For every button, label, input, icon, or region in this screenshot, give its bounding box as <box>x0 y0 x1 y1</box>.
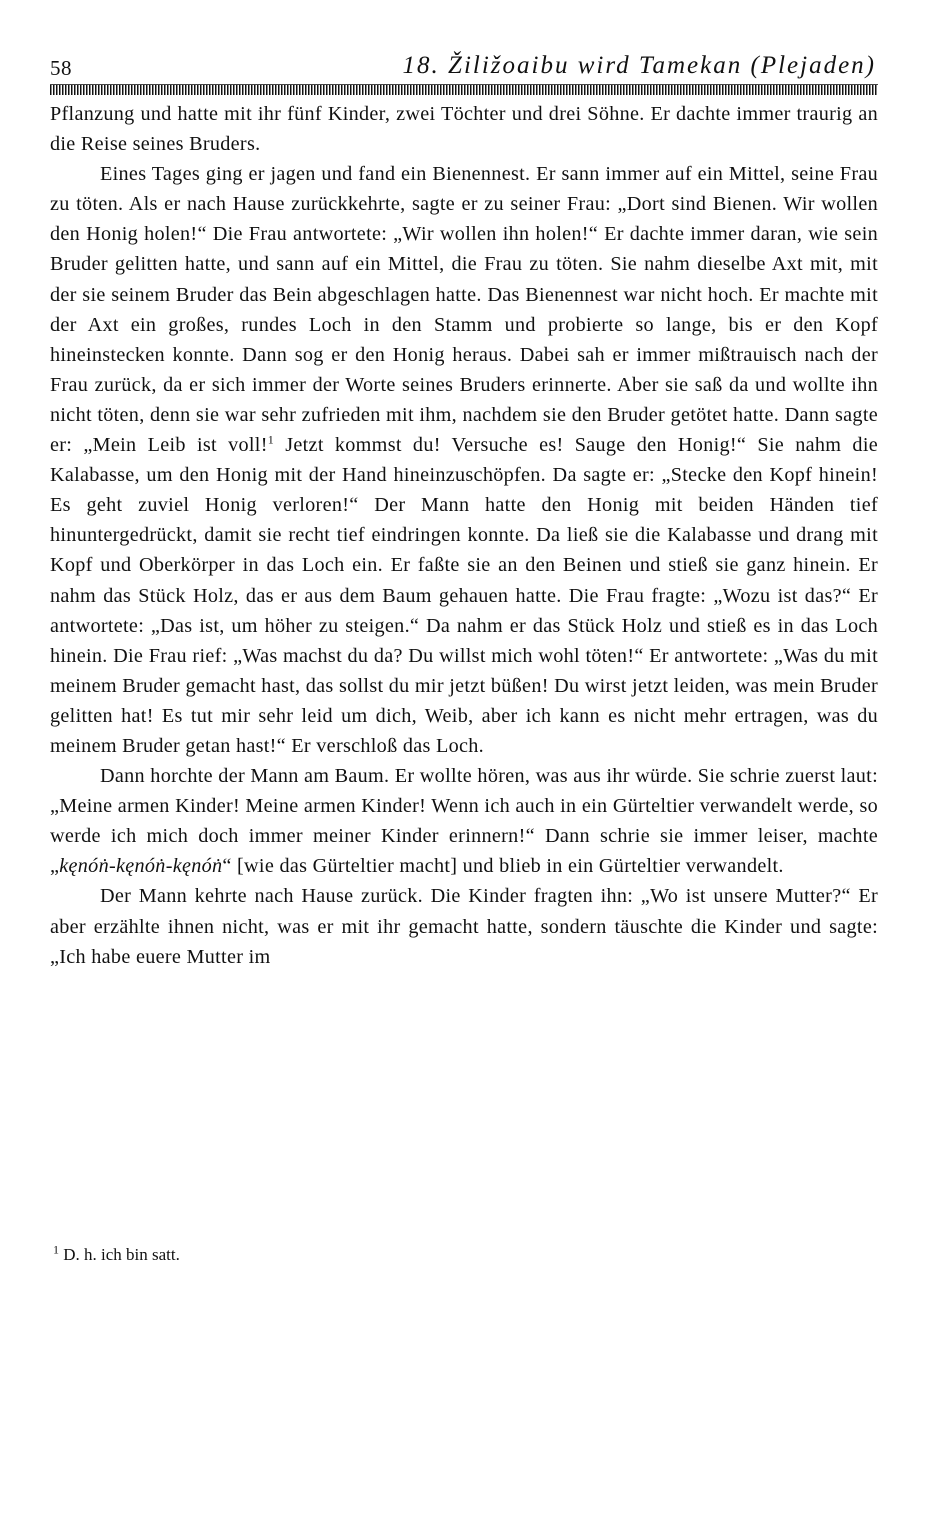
footnote-reference: 1 <box>267 432 275 447</box>
paragraph <box>50 761 878 881</box>
footnote-text: D. h. ich bin satt. <box>59 1245 180 1264</box>
footnote-marker: 1 <box>53 1242 59 1257</box>
header-rule <box>50 84 878 95</box>
text-run: Pflanzung und hatte mit ihr fünf Kinder, zwei Töchter und drei Söhne. Er dachte immer traurig an die Reise seines Bruders. <box>50 103 878 156</box>
book-page <box>50 52 878 972</box>
running-title: 18. Žiližoaibu wird Tamekan (Plejaden) <box>402 52 876 79</box>
italic-run: kęnóṅ-kęnóṅ-kęnóṅ <box>59 855 223 878</box>
body-text <box>50 99 878 972</box>
page-header <box>50 52 878 82</box>
page-number: 58 <box>50 56 72 80</box>
paragraph <box>50 881 878 971</box>
paragraph <box>50 159 878 761</box>
text-run: “ [wie das Gürteltier macht] und blieb in ein Gürteltier verwandelt. <box>222 855 784 878</box>
text-run: Dann horchte der Mann am Baum. Er wollte hören, was aus ihr würde. Sie schrie zuerst laut: „Meine armen Kinder! Meine armen Kinder! Wenn ich auch in ein Gürteltier verwandelt werde, so werde ich mich doch immer meiner Kinder erinnern!“ Dann schrie sie immer leiser, machte „ <box>50 765 878 878</box>
paragraph <box>50 99 878 159</box>
text-run: Eines Tages ging er jagen und fand ein Bienennest. Er sann immer auf ein Mittel, seine Frau zu töten. Als er nach Hause zurückkehrte, sagte er zu seiner Frau: „Dort sind Bienen. Wir wollen den Honig holen!“ Die Frau antwortete: „Wir wollen ihn holen!“ Er dachte immer daran, wie sein Bruder gelitten hatte, und sann auf ein Mittel, die Frau zu töten. Sie nahm dieselbe Axt mit, mit der sie seinem Bruder das Bein abgeschlagen hatte. Das Bienennest war nicht hoch. Er machte mit der Axt ein großes, rundes Loch in den Stamm und probierte so lange, bis er den Kopf hineinstecken konnte. Dann sog er den Honig heraus. Dabei sah er immer mißtrauisch nach der Frau zurück, da er sich immer der Worte seines Bruders erinnerte. Aber sie saß da und wollte ihn nicht töten, denn sie war sehr zufrieden mit ihm, nachdem sie den Bruder getötet hatte. Dann sagte er: „Mein Leib ist voll! <box>50 163 878 457</box>
footnote <box>53 1242 180 1265</box>
text-run: Der Mann kehrte nach Hause zurück. Die Kinder fragten ihn: „Wo ist unsere Mutter?“ Er aber erzählte ihnen nicht, was er mit ihr gemacht hatte, sondern täuschte die Kinder und sagte: „Ich habe euere Mutter im <box>50 885 878 968</box>
text-run: Jetzt kommst du! Versuche es! Sauge den Honig!“ Sie nahm die Kalabasse, um den Honig mit der Hand hineinzuschöpfen. Da sagte er: „Stecke den Kopf hinein! Es geht zuviel Honig verloren!“ Der Mann hatte den Honig mit beiden Händen tief hinuntergedrückt, damit sie recht tief eindringen konnte. Da ließ sie die Kalabasse und drang mit Kopf und Oberkörper in das Loch ein. Er faßte sie an den Beinen und stieß sie ganz hinein. Er nahm das Stück Holz, das er aus dem Baum gehauen hatte. Die Frau fragte: „Wozu ist das?“ Er antwortete: „Das ist, um höher zu steigen.“ Da nahm er das Stück Holz und stieß es in das Loch hinein. Die Frau rief: „Was machst du da? Du willst mich wohl töten!“ Er antwortete: „Was du mit meinem Bruder gemacht hast, das sollst du mir jetzt büßen! Du wirst jetzt leiden, was mein Bruder gelitten hat! Es tut mir sehr leid um dich, Weib, aber ich kann es nicht mehr ertragen, was du meinem Bruder getan hast!“ Er verschloß das Loch. <box>50 434 878 757</box>
